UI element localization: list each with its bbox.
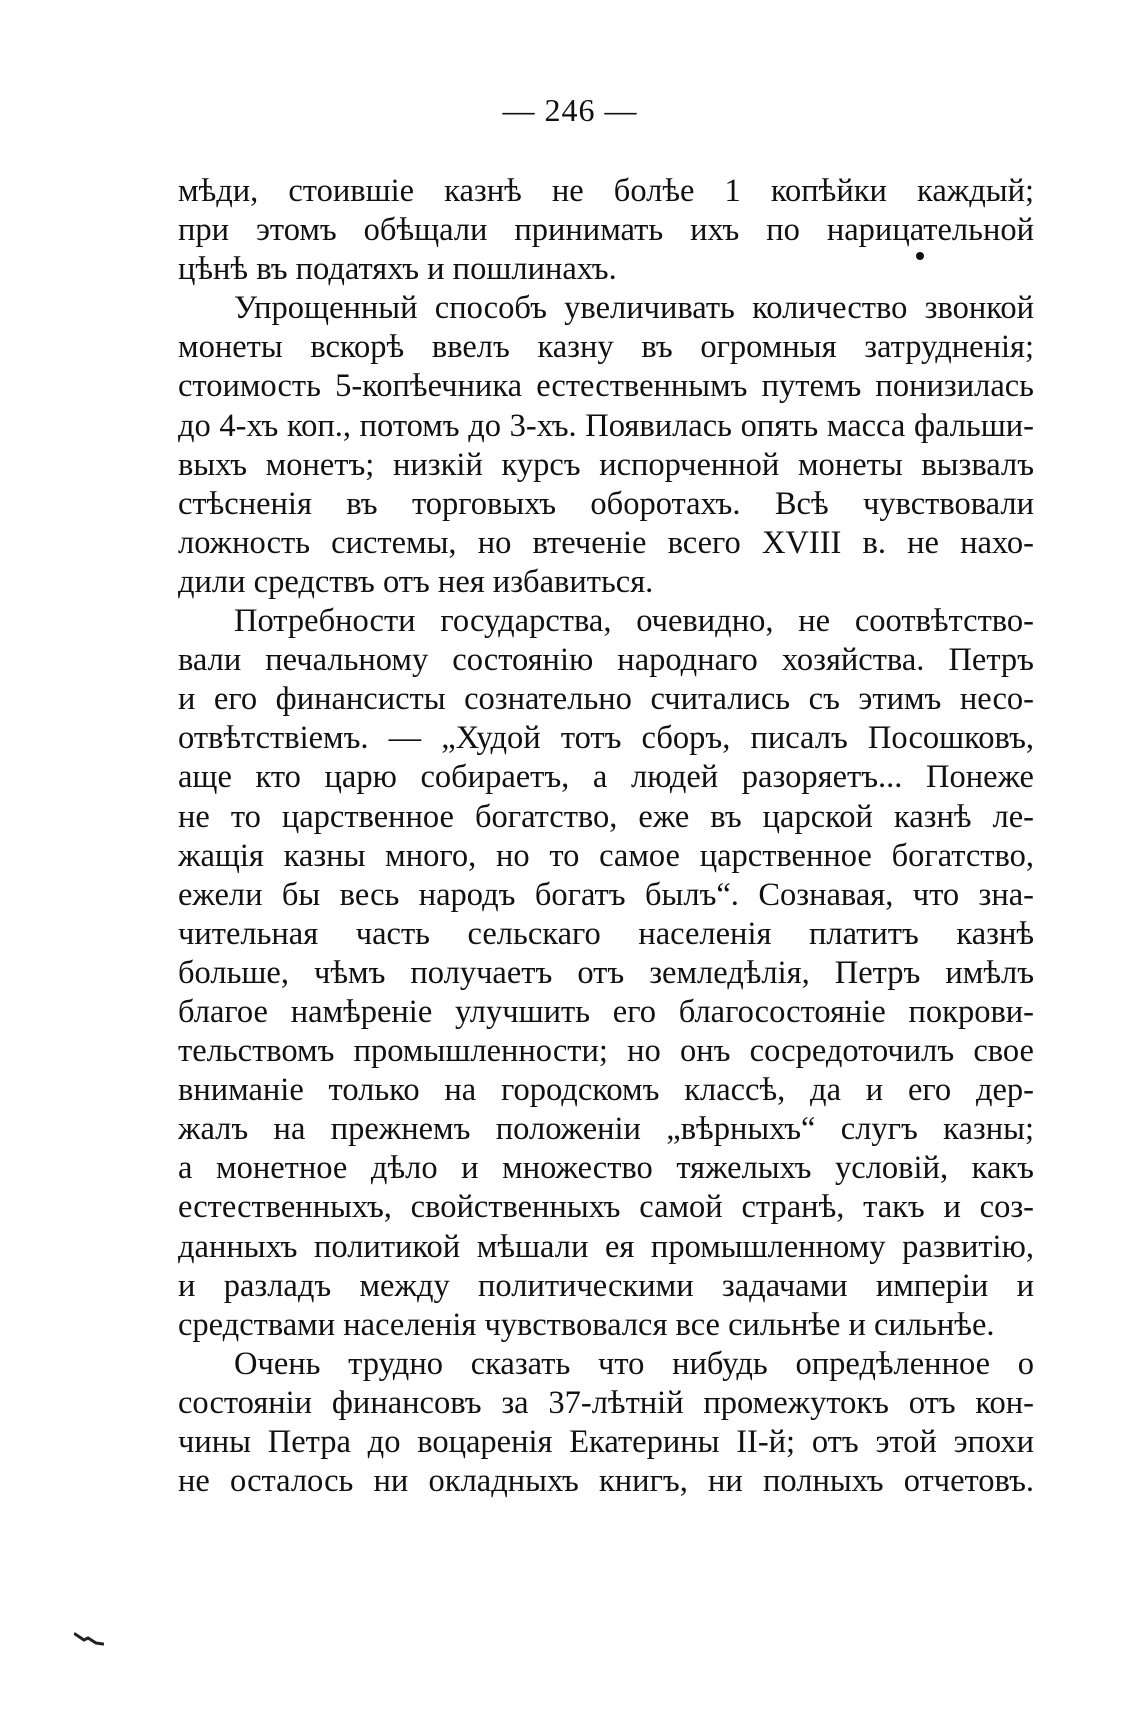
text-line: ежели бы весь народъ богатъ былъ“. Сознавая, что зна- [178, 876, 1034, 913]
text-line: благое намѣреніе улучшить его благосостояніе покрови- [178, 993, 1034, 1030]
text-line: жащія казны много, но то самое царственное богатство, [178, 837, 1034, 874]
text-line: выхъ монетъ; низкій курсъ испорченной монеты вызвалъ [178, 446, 1034, 483]
text-line: естественныхъ, свойственныхъ самой странѣ, такъ и соз- [178, 1189, 1034, 1226]
text-line: до 4-хъ коп., потомъ до 3-хъ. Появилась опять масса фальши- [178, 407, 1034, 444]
text-line: отвѣтствіемъ. — „Худой тотъ сборъ, писалъ Посошковъ, [178, 720, 1034, 757]
text-line: не то царственное богатство, еже въ царской казнѣ ле- [178, 798, 1034, 835]
text-line: вниманіе только на городскомъ классѣ, да и его дер- [178, 1072, 1034, 1109]
page-number: — 246 — [502, 92, 638, 128]
text-line: данныхъ политикой мѣшали ея промышленному развитію, [178, 1228, 1034, 1265]
text-line: Потребности государства, очевидно, не соотвѣтство- [234, 603, 1034, 640]
text-line: и его финансисты сознательно считались съ этимъ несо- [178, 681, 1034, 718]
text-line: Упрощенный способъ увеличивать количество звонкой [234, 290, 1034, 327]
body-text [178, 172, 1034, 1501]
text-line: аще кто царю собираетъ, а людей разоряетъ... Понеже [178, 759, 1034, 796]
text-line: тельствомъ промышленности; но онъ сосредоточилъ свое [178, 1033, 1034, 1070]
text-line: вали печальному состоянію народнаго хозяйства. Петръ [178, 642, 1034, 679]
text-line: мѣди, стоившіе казнѣ не болѣе 1 копѣйки каждый; [178, 173, 1034, 209]
text-line: больше, чѣмъ получаетъ отъ земледѣлія, Петръ имѣлъ [178, 954, 1034, 991]
text-line: не осталось ни окладныхъ книгъ, ни полныхъ отчетовъ. [178, 1463, 1034, 1500]
text-line: стѣсненія въ торговыхъ оборотахъ. Всѣ чувствовали [178, 485, 1034, 522]
text-line: чины Петра до воцаренія Екатерины II-й; отъ этой эпохи [178, 1424, 1034, 1460]
text-line: а монетное дѣло и множество тяжелыхъ условій, какъ [178, 1150, 1034, 1187]
text-line: состояніи финансовъ за 37-лѣтній промежутокъ отъ кон- [178, 1384, 1034, 1421]
text-line: жалъ на прежнемъ положеніи „вѣрныхъ“ слугъ казны; [178, 1111, 1034, 1148]
text-line: монеты вскорѣ ввелъ казну въ огромныя затрудненія; [178, 329, 1034, 366]
text-line: средствами населенія чувствовался все сильнѣе и сильнѣе. [178, 1306, 995, 1343]
text-line: дили средствъ отъ нея избавиться. [178, 563, 654, 600]
text-line: при этомъ обѣщали принимать ихъ по нарицательной [178, 212, 1034, 249]
ink-mark-icon [74, 1632, 104, 1646]
text-line: стоимость 5-копѣечника естественнымъ путемъ понизилась [178, 368, 1034, 405]
text-line: Очень трудно сказать что нибудь опредѣленное о [234, 1345, 1034, 1382]
text-line: цѣнѣ въ податяхъ и пошлинахъ. [178, 251, 617, 288]
text-line: и разладъ между политическими задачами имперіи и [178, 1267, 1034, 1304]
text-line: чительная часть сельскаго населенія платитъ казнѣ [178, 915, 1034, 952]
text-line: ложность системы, но втеченіе всего XVIII в. не нахо- [178, 524, 1034, 561]
